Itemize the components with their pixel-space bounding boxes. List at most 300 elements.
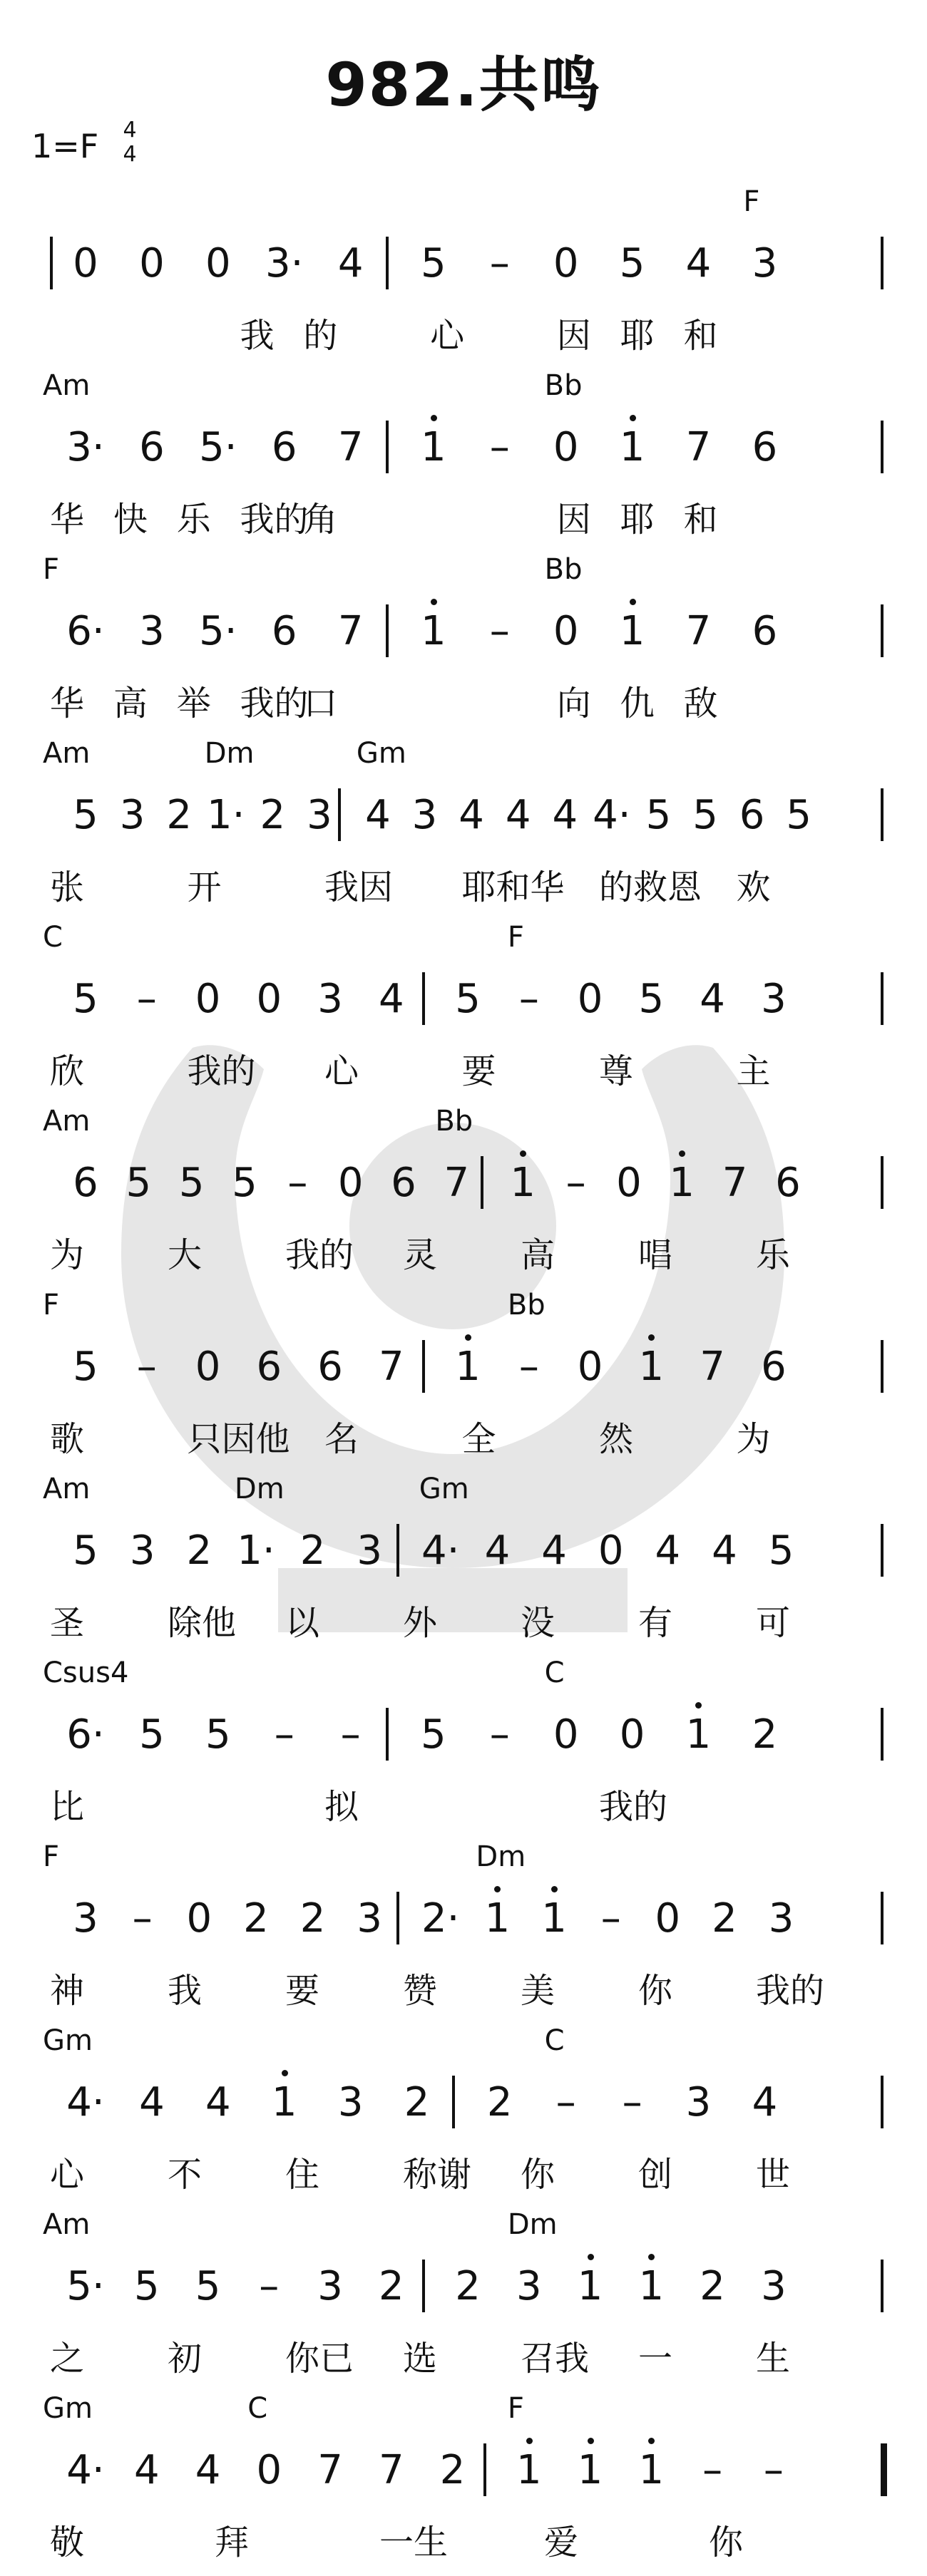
note: 7 xyxy=(337,424,364,470)
note: 4 xyxy=(655,1527,681,1574)
lyric: 和 xyxy=(683,316,718,356)
lyric: 只因他 xyxy=(187,1419,290,1459)
final-barline xyxy=(881,2443,887,2496)
note: 0 xyxy=(577,1344,603,1390)
lyric: 我的 xyxy=(756,1971,825,2011)
note: 1 xyxy=(533,1890,575,1947)
note: 4 xyxy=(133,2447,160,2493)
lyric: 高 xyxy=(521,1235,555,1275)
lyric: 的 xyxy=(303,316,338,356)
lyric: 你 xyxy=(521,2155,555,2195)
barline xyxy=(386,237,389,289)
chord-symbol: C xyxy=(544,1657,565,1689)
note: – xyxy=(555,2079,576,2126)
lyric: 乐 xyxy=(176,500,211,540)
lyric: 耶和华 xyxy=(461,867,565,907)
lyric: 初 xyxy=(168,2339,203,2379)
note: 2 xyxy=(166,792,192,838)
note: 1 xyxy=(630,2442,672,2499)
note: – xyxy=(259,2263,280,2309)
note: – xyxy=(136,1344,157,1390)
barline xyxy=(881,1156,884,1209)
note: – xyxy=(702,2447,723,2493)
note: 0 xyxy=(337,1160,364,1206)
lyric: 举 xyxy=(176,684,211,723)
meter-top: 4 xyxy=(123,118,137,143)
note: – xyxy=(274,1711,295,1758)
octave-dot xyxy=(679,1150,685,1157)
song-title: 982.共鸣 xyxy=(325,50,602,120)
note: 6 xyxy=(271,608,297,654)
lyric: 因 xyxy=(556,500,591,540)
note: 3 xyxy=(307,792,332,838)
meter-bottom: 4 xyxy=(123,142,137,167)
note: 0 xyxy=(553,1711,579,1758)
barline xyxy=(452,2076,455,2128)
note: – xyxy=(489,424,510,470)
octave-dot xyxy=(551,1886,558,1892)
octave-dot xyxy=(520,1150,526,1157)
note: 2 xyxy=(299,1895,326,1942)
lyric: 欣 xyxy=(50,1051,85,1091)
note: 4 xyxy=(712,1527,737,1574)
note: 1 xyxy=(611,419,654,476)
chord-symbol: Bb xyxy=(507,1289,546,1322)
barline xyxy=(881,972,884,1025)
note: 0 xyxy=(139,240,165,287)
chord-symbol: Gm xyxy=(356,737,406,770)
note: 2 xyxy=(186,1527,212,1574)
system-11 xyxy=(0,2024,927,2208)
chord-symbol: Dm xyxy=(507,2208,558,2241)
chord-symbol: Bb xyxy=(544,369,583,402)
octave-dot xyxy=(630,415,636,421)
note: 4 xyxy=(541,1527,567,1574)
note: 3· xyxy=(265,240,304,287)
lyric: 华 xyxy=(50,500,85,540)
note: 0 xyxy=(655,1895,681,1942)
octave-dot xyxy=(588,2254,594,2260)
note: – xyxy=(136,976,157,1022)
lyric: 爱 xyxy=(544,2523,579,2562)
note: 5 xyxy=(133,2263,160,2309)
barline xyxy=(50,237,53,289)
lyric: 没 xyxy=(521,1603,555,1643)
note: 1 xyxy=(677,1706,719,1763)
lyric: 为 xyxy=(50,1235,85,1275)
chord-symbol: Gm xyxy=(43,2024,93,2057)
note: 4 xyxy=(365,792,391,838)
lyric: 有 xyxy=(638,1603,673,1643)
lyric: 一 xyxy=(638,2339,673,2379)
octave-dot xyxy=(588,2438,594,2444)
barline xyxy=(881,1524,884,1577)
lyric: 灵 xyxy=(403,1235,438,1275)
note: – xyxy=(565,1160,586,1206)
system-8 xyxy=(0,1473,927,1657)
lyric: 创 xyxy=(638,2155,673,2195)
note: 4· xyxy=(593,792,631,838)
note: 0 xyxy=(619,1711,645,1758)
barline xyxy=(881,1708,884,1761)
note: – xyxy=(489,608,510,654)
note: 3 xyxy=(761,976,787,1022)
note: 0 xyxy=(195,1344,221,1390)
octave-dot xyxy=(431,599,437,605)
note: – xyxy=(518,1344,539,1390)
system-3 xyxy=(0,553,927,737)
lyric: 张 xyxy=(50,867,85,907)
lyric: 心 xyxy=(324,1051,359,1091)
chord-symbol: F xyxy=(43,1289,60,1322)
lyric: 开 xyxy=(187,867,222,907)
note: 1 xyxy=(263,2074,306,2131)
lyric: 我的 xyxy=(240,684,309,723)
lyric: 的救恩 xyxy=(599,867,702,907)
note: 2 xyxy=(712,1895,737,1942)
barline xyxy=(386,604,389,657)
lyric: 召我 xyxy=(521,2339,590,2379)
chord-symbol: Am xyxy=(43,1105,91,1138)
note: 2 xyxy=(486,2079,513,2126)
note: 0 xyxy=(256,2447,282,2493)
chord-symbol: Am xyxy=(43,737,91,770)
note: 5· xyxy=(199,424,237,470)
chord-symbol: Csus4 xyxy=(43,1657,129,1689)
lyric: 向 xyxy=(556,684,591,723)
note: 5 xyxy=(205,1711,231,1758)
note: 3 xyxy=(317,976,343,1022)
note: 5 xyxy=(645,792,672,838)
chord-symbol: C xyxy=(544,2024,565,2057)
system-2 xyxy=(0,369,927,553)
note: 5 xyxy=(178,1160,205,1206)
note: 2 xyxy=(752,1711,778,1758)
lyric: 尊 xyxy=(599,1051,634,1091)
barline xyxy=(881,1340,884,1393)
key-signature: 1=F xyxy=(31,127,99,165)
note: 2 xyxy=(299,1527,326,1574)
note: 1 xyxy=(660,1155,703,1212)
lyric: 我的 xyxy=(599,1787,668,1827)
note: 3 xyxy=(685,2079,712,2126)
note: 1 xyxy=(569,2442,612,2499)
note: 2 xyxy=(260,792,286,838)
note: 5 xyxy=(73,1527,98,1574)
barline xyxy=(881,788,884,841)
note: 1 xyxy=(611,603,654,660)
note: 3 xyxy=(73,1895,98,1942)
note: 5 xyxy=(638,976,665,1022)
lyric: 神 xyxy=(50,1971,85,2011)
chord-symbol: F xyxy=(43,1840,60,1873)
note: 7 xyxy=(722,1160,748,1206)
octave-dot xyxy=(648,1334,655,1341)
barline xyxy=(881,2076,884,2128)
chord-symbol: Bb xyxy=(544,553,583,586)
note: 4 xyxy=(379,976,404,1022)
note: 0 xyxy=(195,976,221,1022)
note: 1 xyxy=(412,419,455,476)
note: 6 xyxy=(317,1344,343,1390)
lyric: 心 xyxy=(430,316,465,356)
note: 6· xyxy=(66,608,105,654)
lyric: 乐 xyxy=(756,1235,791,1275)
barline xyxy=(386,1708,389,1761)
note: 4 xyxy=(459,792,484,838)
note: 5 xyxy=(126,1160,152,1206)
note: 5 xyxy=(73,792,98,838)
note: 1 xyxy=(501,1155,544,1212)
lyric: 拟 xyxy=(324,1787,359,1827)
lyric: 口 xyxy=(303,684,338,723)
note: – xyxy=(622,2079,642,2126)
chord-symbol: Dm xyxy=(476,1840,526,1873)
note: 0 xyxy=(553,424,579,470)
note: 5· xyxy=(199,608,237,654)
note: 3 xyxy=(357,1895,383,1942)
barline xyxy=(481,1156,483,1209)
lyric: 我因 xyxy=(324,867,394,907)
barline xyxy=(422,2260,425,2312)
note: 4 xyxy=(195,2447,221,2493)
lyric: 快 xyxy=(113,500,148,540)
note: 7 xyxy=(317,2447,343,2493)
note: 0 xyxy=(186,1895,212,1942)
note: 4 xyxy=(752,2079,778,2126)
lyric: 角 xyxy=(303,500,338,540)
lyric: 敌 xyxy=(683,684,718,723)
system-9 xyxy=(0,1657,927,1840)
barline xyxy=(881,421,884,473)
lyric: 名 xyxy=(324,1419,359,1459)
lyric: 因 xyxy=(556,316,591,356)
octave-dot xyxy=(494,1886,501,1892)
lyric: 住 xyxy=(285,2155,320,2195)
lyric: 耶 xyxy=(620,316,655,356)
note: 2 xyxy=(243,1895,269,1942)
note: – xyxy=(763,2447,784,2493)
lyric: 高 xyxy=(113,684,148,723)
note: 1· xyxy=(207,792,245,838)
lyric: 全 xyxy=(461,1419,496,1459)
chord-symbol: F xyxy=(507,2392,524,2425)
note: – xyxy=(287,1160,308,1206)
note: 3 xyxy=(357,1527,383,1574)
barline xyxy=(881,2260,884,2312)
lyric: 除他 xyxy=(168,1603,237,1643)
note: 6 xyxy=(256,1344,282,1390)
lyric: 你 xyxy=(638,1971,673,2011)
note: 4 xyxy=(337,240,364,287)
note: 3 xyxy=(768,1895,794,1942)
note: 7 xyxy=(444,1160,470,1206)
note: 2 xyxy=(379,2263,404,2309)
system-5 xyxy=(0,921,927,1105)
note: – xyxy=(340,1711,361,1758)
note: – xyxy=(518,976,539,1022)
note: 6 xyxy=(775,1160,801,1206)
lyric: 欢 xyxy=(736,867,771,907)
note: 1 xyxy=(446,1339,489,1396)
barline xyxy=(396,1524,399,1577)
lyric: 我的 xyxy=(187,1051,256,1091)
barline xyxy=(396,1892,399,1944)
note: 6 xyxy=(739,792,765,838)
lyric: 生 xyxy=(756,2339,791,2379)
note: 2 xyxy=(700,2263,725,2309)
note: 3 xyxy=(119,792,145,838)
note: 5 xyxy=(619,240,645,287)
note: 1 xyxy=(630,2258,672,2315)
octave-dot xyxy=(695,1702,702,1709)
note: 3 xyxy=(139,608,165,654)
lyric: 耶 xyxy=(620,500,655,540)
octave-dot xyxy=(630,599,636,605)
octave-dot xyxy=(526,2438,533,2444)
note: 1 xyxy=(569,2258,612,2315)
lyric: 世 xyxy=(756,2155,791,2195)
note: – xyxy=(489,240,510,287)
note: 2 xyxy=(404,2079,430,2126)
chord-symbol: Am xyxy=(43,2208,91,2241)
lyric: 为 xyxy=(736,1419,771,1459)
note: 4 xyxy=(700,976,725,1022)
system-6 xyxy=(0,1105,927,1289)
note: 6 xyxy=(139,424,165,470)
note: 3 xyxy=(317,2263,343,2309)
note: – xyxy=(132,1895,153,1942)
chord-symbol: Dm xyxy=(204,737,255,770)
note: 0 xyxy=(577,976,603,1022)
note: 5 xyxy=(768,1527,794,1574)
note: 1· xyxy=(237,1527,275,1574)
chord-symbol: Gm xyxy=(419,1473,469,1505)
note: 4 xyxy=(552,792,578,838)
note: 5 xyxy=(420,240,446,287)
note: 3 xyxy=(337,2079,364,2126)
chord-symbol: C xyxy=(247,2392,268,2425)
note: 5 xyxy=(786,792,812,838)
note: 7 xyxy=(379,2447,404,2493)
note: 6 xyxy=(271,424,297,470)
note: 4· xyxy=(66,2447,105,2493)
note: 0 xyxy=(616,1160,642,1206)
lyric: 要 xyxy=(461,1051,496,1091)
note: 6 xyxy=(761,1344,787,1390)
note: 7 xyxy=(700,1344,725,1390)
lyric: 华 xyxy=(50,684,85,723)
note: 0 xyxy=(598,1527,624,1574)
lyric: 心 xyxy=(50,2155,85,2195)
note: 6 xyxy=(752,424,778,470)
note: 3 xyxy=(411,792,438,838)
octave-dot xyxy=(282,2070,288,2076)
note: – xyxy=(600,1895,621,1942)
note: 6 xyxy=(391,1160,416,1206)
octave-dot xyxy=(648,2438,655,2444)
note: 4· xyxy=(421,1527,460,1574)
note: 1 xyxy=(476,1890,518,1947)
note: 2 xyxy=(439,2447,466,2493)
note: 7 xyxy=(685,424,712,470)
lyric: 以 xyxy=(285,1603,320,1643)
note: 0 xyxy=(256,976,282,1022)
chord-symbol: F xyxy=(507,921,524,954)
note: 5 xyxy=(195,2263,221,2309)
note: 0 xyxy=(205,240,231,287)
system-10 xyxy=(0,1840,927,2024)
note: 5 xyxy=(455,976,481,1022)
barline xyxy=(881,604,884,657)
note: 6· xyxy=(66,1711,105,1758)
note: 0 xyxy=(73,240,98,287)
note: 4 xyxy=(205,2079,231,2126)
lyric: 美 xyxy=(521,1971,555,2011)
octave-dot xyxy=(465,1334,471,1341)
note: 0 xyxy=(553,608,579,654)
note: 7 xyxy=(379,1344,404,1390)
note: 3 xyxy=(129,1527,155,1574)
note: 2· xyxy=(421,1895,460,1942)
note: 4 xyxy=(685,240,712,287)
note: 1 xyxy=(508,2442,550,2499)
system-1 xyxy=(0,185,927,369)
lyric: 圣 xyxy=(50,1603,85,1643)
note: 6 xyxy=(73,1160,98,1206)
lyric: 要 xyxy=(285,1971,320,2011)
barline xyxy=(422,1340,425,1393)
octave-dot xyxy=(431,415,437,421)
lyric: 之 xyxy=(50,2339,85,2379)
chord-symbol: F xyxy=(43,553,60,586)
lyric: 称谢 xyxy=(403,2155,472,2195)
lyric: 拜 xyxy=(215,2523,250,2562)
lyric: 选 xyxy=(403,2339,438,2379)
lyric: 唱 xyxy=(638,1235,673,1275)
octave-dot xyxy=(648,2254,655,2260)
note: 6 xyxy=(752,608,778,654)
note: 1 xyxy=(412,603,455,660)
note: 3 xyxy=(516,2263,542,2309)
system-12 xyxy=(0,2208,927,2392)
note: 5 xyxy=(139,1711,165,1758)
lyric: 仇 xyxy=(620,684,655,723)
note: 7 xyxy=(337,608,364,654)
chord-symbol: Bb xyxy=(435,1105,473,1138)
lyric: 一生 xyxy=(379,2523,449,2562)
lyric: 你已 xyxy=(285,2339,354,2379)
lyric: 敬 xyxy=(50,2523,85,2562)
lyric: 歌 xyxy=(50,1419,85,1459)
chord-symbol: Am xyxy=(43,369,91,402)
lyric: 和 xyxy=(683,500,718,540)
system-13 xyxy=(0,2392,927,2576)
system-7 xyxy=(0,1289,927,1473)
note: 5 xyxy=(73,976,98,1022)
lyric: 我 xyxy=(168,1971,203,2011)
barline xyxy=(483,2443,486,2496)
note: 5 xyxy=(692,792,718,838)
note: 3 xyxy=(761,2263,787,2309)
barline xyxy=(422,972,425,1025)
chord-symbol: F xyxy=(743,185,760,218)
lyric: 主 xyxy=(736,1051,771,1091)
note: 3 xyxy=(752,240,778,287)
lyric: 赞 xyxy=(403,1971,438,2011)
note: 0 xyxy=(553,240,579,287)
chord-symbol: C xyxy=(43,921,63,954)
